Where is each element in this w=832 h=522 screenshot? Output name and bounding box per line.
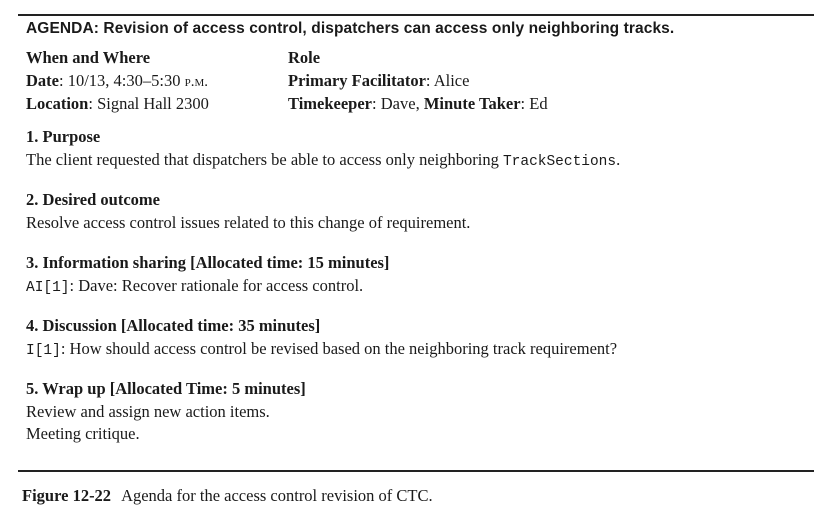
section-text — [26, 338, 806, 362]
when-where-header: When and Where — [26, 48, 151, 67]
section-heading: 3. Information sharing [Allocated time: 15 minutes] — [26, 253, 390, 272]
agenda-title: AGENDA: Revision of access control, dispatchers can access only neighboring tracks. — [26, 20, 675, 37]
wrapup-line-2: Meeting critique. — [26, 424, 140, 443]
timekeeper-value: Dave — [380, 94, 416, 113]
section-text — [26, 275, 806, 299]
location-row: Location: Signal Hall 2300 — [26, 94, 209, 113]
issue-text: : How should access control be revised based on the neighboring track requirement? — [60, 339, 618, 358]
facilitator-label: Primary Facilitator — [288, 71, 426, 90]
purpose-text: The client requested that dispatchers be able to access only neighboring — [26, 150, 499, 169]
location-label: Location — [26, 94, 89, 113]
location-value: Signal Hall 2300 — [97, 94, 209, 113]
date-value: 10/13, 4:30–5:30 — [67, 71, 181, 90]
timekeeper-row: Timekeeper: Dave, Minute Taker: Ed — [288, 94, 548, 113]
section-text: Resolve access control issues related to this change of requirement. — [26, 213, 471, 232]
purpose-end: . — [616, 150, 621, 169]
figure-caption-text: Agenda for the access control revision of CTC. — [121, 486, 433, 505]
minute-taker-label: Minute Taker — [423, 94, 521, 113]
date-label: Date — [26, 71, 59, 90]
section-heading: 2. Desired outcome — [26, 190, 160, 209]
section-information-sharing — [26, 252, 806, 299]
wrapup-line-1: Review and assign new action items. — [26, 402, 270, 421]
section-wrap-up — [26, 378, 806, 445]
section-desired-outcome — [26, 189, 806, 234]
purpose-code: TrackSections — [502, 154, 617, 170]
when-where-column — [26, 46, 209, 115]
figure-label: Figure 12-22 — [22, 486, 112, 505]
action-item-code: AI[1] — [26, 280, 70, 296]
facilitator-row: Primary Facilitator: Alice — [288, 71, 470, 90]
minute-taker-value: Ed — [529, 94, 548, 113]
section-discussion — [26, 315, 806, 362]
section-heading: 4. Discussion [Allocated time: 35 minutes] — [26, 316, 321, 335]
date-row: Date: 10/13, 4:30–5:30 p.m. — [26, 71, 208, 90]
section-text — [26, 149, 806, 173]
figure-caption — [22, 486, 433, 506]
action-item-text: : Dave: Recover rationale for access control. — [69, 276, 364, 295]
section-heading: 1. Purpose — [26, 127, 101, 146]
role-header: Role — [288, 48, 321, 67]
facilitator-value: Alice — [433, 71, 470, 90]
agenda-box — [18, 14, 814, 472]
timekeeper-label: Timekeeper — [288, 94, 373, 113]
issue-code: I[1] — [26, 343, 61, 359]
date-suffix: p.m. — [184, 74, 208, 90]
role-column — [288, 46, 548, 115]
section-purpose — [26, 126, 806, 173]
section-heading: 5. Wrap up [Allocated Time: 5 minutes] — [26, 379, 306, 398]
